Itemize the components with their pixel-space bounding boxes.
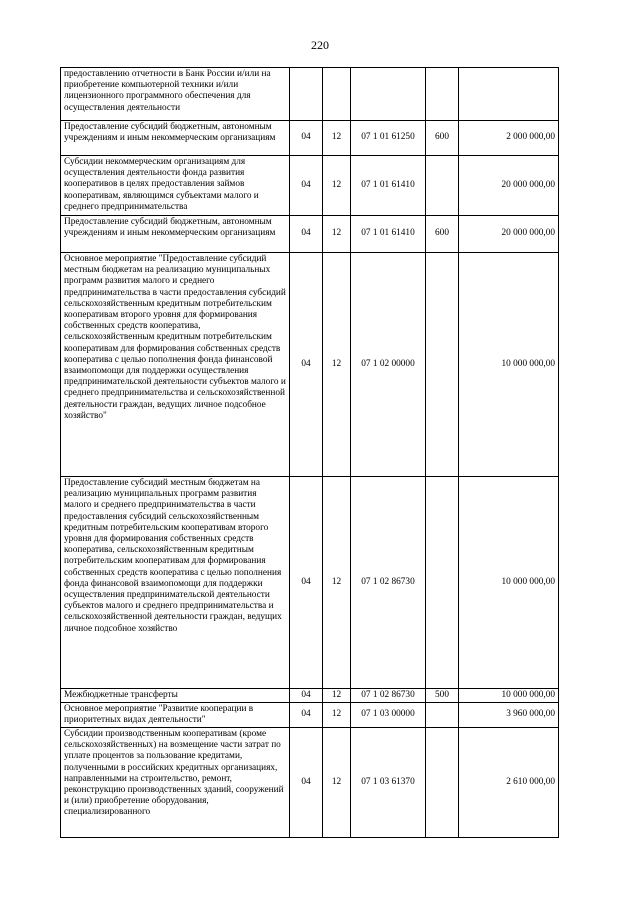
row-razdel: 04 xyxy=(290,703,323,728)
row-name: Межбюджетные трансферты xyxy=(61,689,290,703)
row-sum: 2 610 000,00 xyxy=(459,728,559,838)
row-csr: 07 1 01 61250 xyxy=(351,121,426,156)
row-vr: 600 xyxy=(426,216,459,253)
row-podrazdel: 12 xyxy=(323,156,351,216)
row-csr: 07 1 02 86730 xyxy=(351,689,426,703)
row-name: Предоставление субсидий местным бюджетам на реализацию муниципальных программ развития малого и среднего предпринимательства в части предоставления субсидий сельскохозяйственным кредитным потребительским кооперативам второго уровня для формирования собственных средств кооператива, сельскохозяйственным кредитным потребительским кооперативам для формирования собственных средств кооператива с целью пополнения фонда финансовой взаимопомощи для поддержки осуществления предпринимательской деятельности субъектов малого и среднего предпринимательства и сельскохозяйственной деятельности граждан, ведущих личное подсобное хозяйство xyxy=(61,477,290,689)
table-row xyxy=(61,253,559,477)
row-razdel: 04 xyxy=(290,728,323,838)
row-sum: 10 000 000,00 xyxy=(459,253,559,477)
row-vr xyxy=(426,156,459,216)
row-sum: 10 000 000,00 xyxy=(459,477,559,689)
row-podrazdel: 12 xyxy=(323,728,351,838)
row-name: Предоставление субсидий бюджетным, автономным учреждениям и иным некоммерческим организациям xyxy=(61,121,290,156)
row-sum xyxy=(459,68,559,121)
row-vr xyxy=(426,477,459,689)
row-vr: 600 xyxy=(426,121,459,156)
row-sum: 10 000 000,00 xyxy=(459,689,559,703)
row-csr: 07 1 03 61370 xyxy=(351,728,426,838)
row-vr xyxy=(426,253,459,477)
row-csr: 07 1 03 00000 xyxy=(351,703,426,728)
row-podrazdel: 12 xyxy=(323,477,351,689)
row-razdel: 04 xyxy=(290,156,323,216)
row-name: Субсидии некоммерческим организациям для осуществления деятельности фонда развития кооперативов в целях предоставления займов кооперативам, являющимся субъектами малого и среднего предпринимательства xyxy=(61,156,290,216)
row-csr: 07 1 02 00000 xyxy=(351,253,426,477)
row-podrazdel: 12 xyxy=(323,253,351,477)
row-sum: 2 000 000,00 xyxy=(459,121,559,156)
table-row xyxy=(61,68,559,121)
row-name: предоставлению отчетности в Банк России и/или на приобретение компьютерной техники и/или лицензионного программного обеспечения для осуществления деятельности xyxy=(61,68,290,121)
row-razdel: 04 xyxy=(290,253,323,477)
table-row xyxy=(61,703,559,728)
table-row xyxy=(61,216,559,253)
row-name: Основное мероприятие "Развитие кооперации в приоритетных видах деятельности" xyxy=(61,703,290,728)
row-csr: 07 1 01 61410 xyxy=(351,156,426,216)
row-vr xyxy=(426,703,459,728)
row-podrazdel: 12 xyxy=(323,703,351,728)
row-podrazdel: 12 xyxy=(323,216,351,253)
row-razdel: 04 xyxy=(290,121,323,156)
row-sum: 20 000 000,00 xyxy=(459,216,559,253)
row-podrazdel: 12 xyxy=(323,121,351,156)
row-vr: 500 xyxy=(426,689,459,703)
row-sum: 20 000 000,00 xyxy=(459,156,559,216)
row-razdel: 04 xyxy=(290,477,323,689)
row-name: Предоставление субсидий бюджетным, автономным учреждениям и иным некоммерческим организациям xyxy=(61,216,290,253)
budget-table xyxy=(60,67,559,838)
row-razdel: 04 xyxy=(290,689,323,703)
table-row xyxy=(61,477,559,689)
table-row xyxy=(61,121,559,156)
row-csr: 07 1 01 61410 xyxy=(351,216,426,253)
row-sum: 3 960 000,00 xyxy=(459,703,559,728)
row-name: Субсидии производственным кооперативам (кроме сельскохозяйственных) на возмещение части затрат по уплате процентов за пользование кредитами, полученными в российских кредитных организациях, направленными на строительство, ремонт, реконструкцию производственных зданий, сооружений и (или) приобретение оборудования, специализированного xyxy=(61,728,290,838)
row-podrazdel: 12 xyxy=(323,689,351,703)
row-csr xyxy=(351,68,426,121)
row-podrazdel xyxy=(323,68,351,121)
row-name: Основное мероприятие "Предоставление субсидий местным бюджетам на реализацию муниципальных программ развития малого и среднего предпринимательства в части предоставления субсидий сельскохозяйственным кредитным потребительским кооперативам второго уровня для формирования собственных средств кооператива, сельскохозяйственным кредитным потребительским кооперативам для формирования собственных средств кооператива с целью пополнения фонда финансовой взаимопомощи для поддержки осуществления предпринимательской деятельности субъектов малого и среднего предпринимательства и сельскохозяйственной деятельности граждан, ведущих личное подсобное хозяйство" xyxy=(61,253,290,477)
row-razdel: 04 xyxy=(290,216,323,253)
row-razdel xyxy=(290,68,323,121)
table-row xyxy=(61,689,559,703)
page-number: 220 xyxy=(311,38,329,52)
table-row xyxy=(61,156,559,216)
row-vr xyxy=(426,728,459,838)
table-row xyxy=(61,728,559,838)
row-csr: 07 1 02 86730 xyxy=(351,477,426,689)
row-vr xyxy=(426,68,459,121)
